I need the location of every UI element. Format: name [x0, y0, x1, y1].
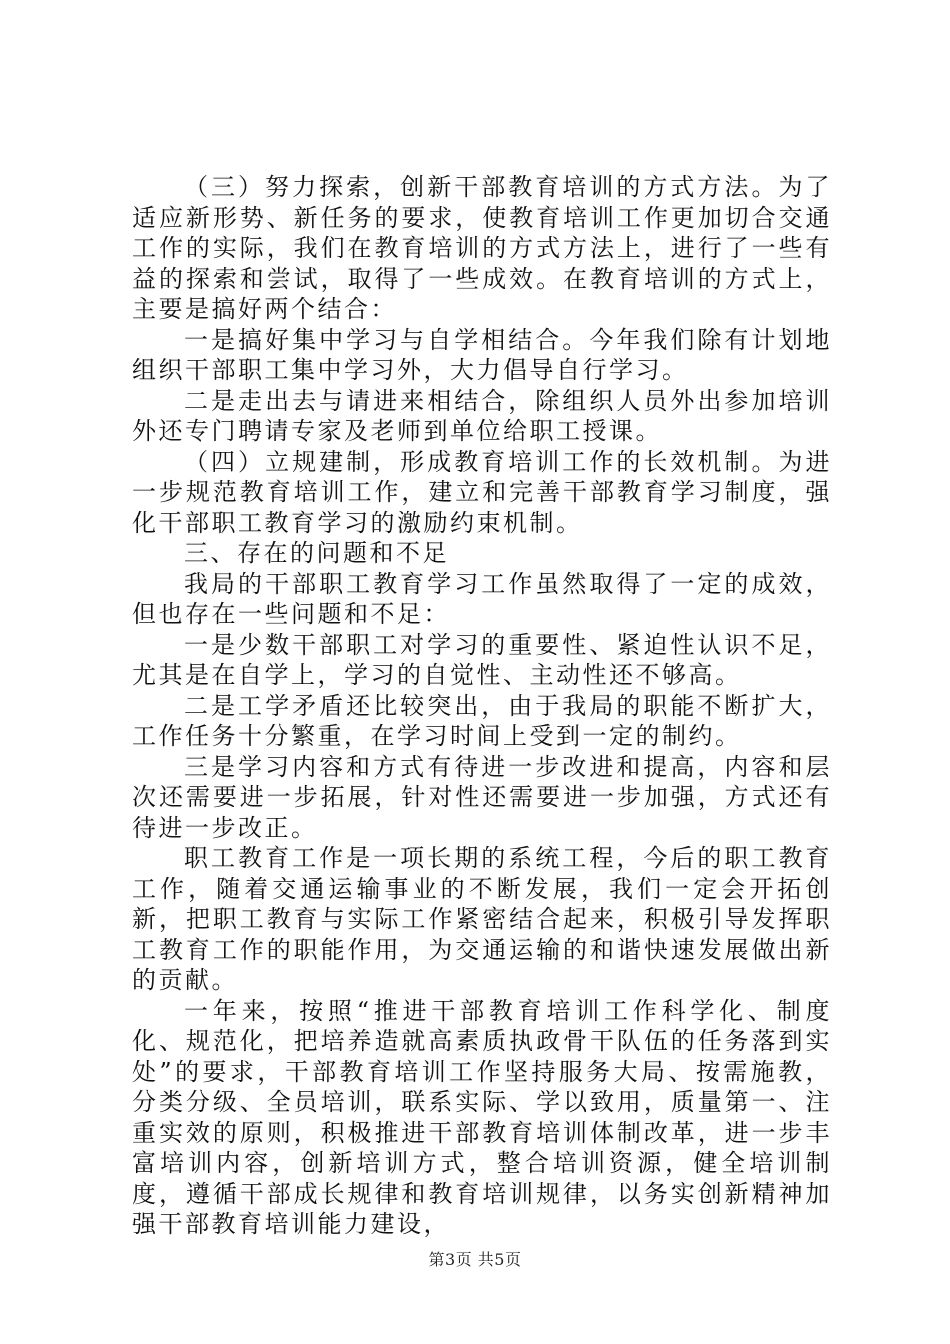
paragraph: （三）努力探索，创新干部教育培训的方式方法。为了适应新形势、新任务的要求，使教育培训工作更加切合交通工作的实际，我们在教育培训的方式方法上，进行了一些有益的探索和尝试，取得了一些成效。在教育培训的方式上，主要是搞好两个结合： — [132, 173, 832, 323]
document-body — [132, 172, 832, 1240]
paragraph: 二是工学矛盾还比较突出，由于我局的职能不断扩大，工作任务十分繁重，在学习时间上受到一定的制约。 — [132, 691, 832, 750]
paragraph: （四）立规建制，形成教育培训工作的长效机制。为进一步规范教育培训工作，建立和完善干部教育学习制度，强化干部职工教育学习的激励约束机制。 — [132, 447, 832, 537]
page-number-footer: 第3页 共5页 — [428, 1250, 522, 1269]
paragraph: 一年来，按照“推进干部教育培训工作科学化、制度化、规范化，把培养造就高素质执政骨干队伍的任务落到实处”的要求，干部教育培训工作坚持服务大局、按需施教，分类分级、全员培训，联系实际、学以致用，质量第一、注重实效的原则，积极推进干部教育培训体制改革，进一步丰富培训内容，创新培训方式，整合培训资源，健全培训制度，遵循干部成长规律和教育培训规律，以务实创新精神加强干部教育培训能力建设， — [132, 996, 832, 1238]
paragraph: 一是少数干部职工对学习的重要性、紧迫性认识不足，尤其是在自学上，学习的自觉性、主动性还不够高。 — [132, 630, 832, 689]
paragraph: 二是走出去与请进来相结合，除组织人员外出参加培训外还专门聘请专家及老师到单位给职工授课。 — [132, 386, 832, 445]
paragraph: 我局的干部职工教育学习工作虽然取得了一定的成效，但也存在一些问题和不足： — [132, 569, 832, 628]
paragraph: 三是学习内容和方式有待进一步改进和提高，内容和层次还需要进一步拓展，针对性还需要进一步加强，方式还有待进一步改正。 — [132, 752, 832, 842]
section-heading: 三、存在的问题和不足 — [184, 539, 449, 567]
paragraph: 职工教育工作是一项长期的系统工程，今后的职工教育工作，随着交通运输事业的不断发展，我们一定会开拓创新，把职工教育与实际工作紧密结合起来，积极引导发挥职工教育工作的职能作用，为交通运输的和谐快速发展做出新的贡献。 — [132, 844, 832, 994]
paragraph: 一是搞好集中学习与自学相结合。今年我们除有计划地组织干部职工集中学习外，大力倡导自行学习。 — [132, 325, 832, 384]
